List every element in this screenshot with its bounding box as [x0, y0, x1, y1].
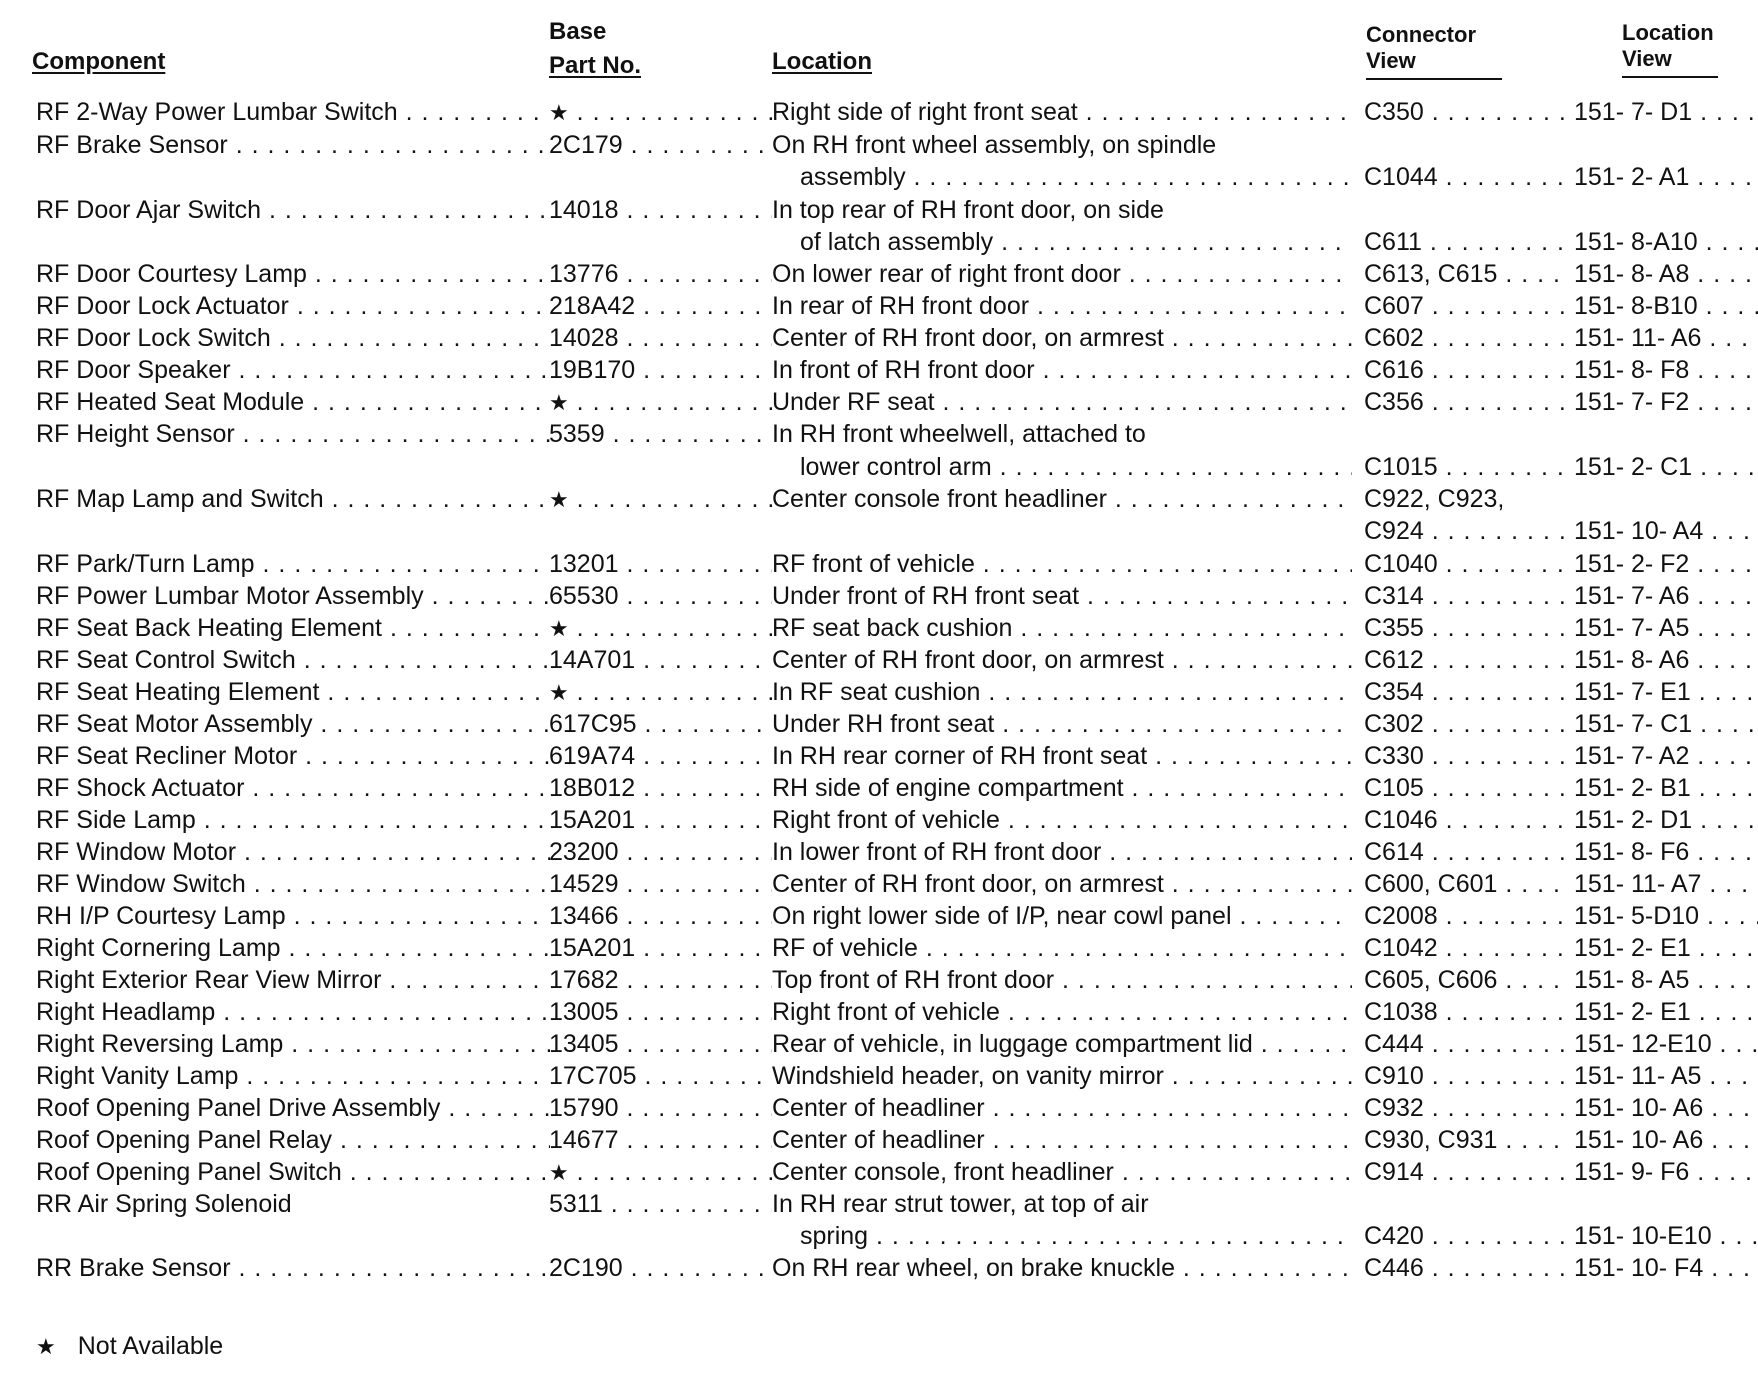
location-text: On RH rear wheel, on brake knuckle . . .	[772, 1252, 1352, 1284]
table-row	[0, 772, 1758, 806]
location-text: Top front of RH front door . . .	[772, 964, 1352, 996]
table-row	[0, 708, 1758, 742]
table-row-continuation	[0, 161, 1758, 195]
location-view: 151- 10- F4 . . .	[1574, 1252, 1758, 1284]
part-number: 2C190 . . .	[549, 1252, 772, 1284]
part-number: 14028 . . .	[549, 322, 772, 354]
location-view: 151- 7- C1 . . .	[1574, 708, 1758, 740]
table-row	[0, 836, 1758, 870]
location-view: 151- 10- A6 . . .	[1574, 1124, 1758, 1156]
location-view: 151- 7- F2 . . .	[1574, 386, 1758, 418]
connector-view: C2008 . . .	[1364, 900, 1570, 932]
table-row	[0, 612, 1758, 646]
component-name: RF Heated Seat Module . . .	[36, 386, 550, 418]
component-name: RF Height Sensor . . .	[36, 418, 550, 450]
connector-view: C330 . . .	[1364, 740, 1570, 772]
location-view: 151- 7- A2 . . .	[1574, 740, 1758, 772]
table-row	[0, 1124, 1758, 1158]
part-number: ★ . . .	[549, 483, 772, 516]
table-row	[0, 258, 1758, 292]
part-number: 15790 . . .	[549, 1092, 772, 1124]
table-row	[0, 418, 1758, 452]
location-text: Center console front headliner . . .	[772, 483, 1352, 515]
connector-view: C614 . . .	[1364, 836, 1570, 868]
connector-view: C922, C923,	[1364, 485, 1505, 513]
part-number: ★ . . .	[549, 386, 772, 419]
location-text: Right front of vehicle . . .	[772, 804, 1352, 836]
component-name: RF Seat Motor Assembly . . .	[36, 708, 550, 740]
connector-view: C910 . . .	[1364, 1060, 1570, 1092]
location-text: In RH front wheelwell, attached to	[772, 420, 1146, 448]
location-view: 151- 12-E10 . . .	[1574, 1028, 1758, 1060]
connector-view: C1040 . . .	[1364, 548, 1570, 580]
header-component: Component	[32, 48, 166, 75]
connector-view: C420 . . .	[1364, 1220, 1570, 1252]
location-view: 151- 2- F2 . . .	[1574, 548, 1758, 580]
table-row	[0, 676, 1758, 710]
table-row	[0, 580, 1758, 614]
star-icon: ★	[36, 1334, 56, 1359]
table-row	[0, 996, 1758, 1030]
table-row	[0, 1028, 1758, 1062]
table-row	[0, 290, 1758, 324]
connector-view: C1042 . . .	[1364, 932, 1570, 964]
part-number: 218A42 . . .	[549, 290, 772, 322]
header-connector-view: Connector View	[1366, 22, 1476, 73]
table-row	[0, 740, 1758, 774]
connector-view: C612 . . .	[1364, 644, 1570, 676]
component-name: RF Door Lock Switch . . .	[36, 322, 550, 354]
table-row	[0, 1156, 1758, 1190]
location-view: 151- 7- E1 . . .	[1574, 676, 1758, 708]
connector-view: C354 . . .	[1364, 676, 1570, 708]
component-name: Right Cornering Lamp . . .	[36, 932, 550, 964]
location-view: 151- 8-A10 . . .	[1574, 226, 1758, 258]
connector-view: C914 . . .	[1364, 1156, 1570, 1188]
location-view: 151- 9- F6 . . .	[1574, 1156, 1758, 1188]
part-number: ★ . . .	[549, 612, 772, 645]
connector-view: C1038 . . .	[1364, 996, 1570, 1028]
component-name: Right Headlamp . . .	[36, 996, 550, 1028]
footnote	[36, 1330, 223, 1363]
part-number: 617C95 . . .	[549, 708, 772, 740]
part-number: 14529 . . .	[549, 868, 772, 900]
location-text: RH side of engine compartment . . .	[772, 772, 1352, 804]
connector-view: C1015 . . .	[1364, 451, 1570, 483]
connector-view: C105 . . .	[1364, 772, 1570, 804]
part-number: 14A701 . . .	[549, 644, 772, 676]
component-name: RF Map Lamp and Switch . . .	[36, 483, 550, 515]
table-row-continuation	[0, 451, 1758, 485]
connector-view: C613, C615 . . .	[1364, 258, 1570, 290]
location-text-cont: lower control arm . . .	[800, 451, 1352, 483]
location-view: 151- 8- F6 . . .	[1574, 836, 1758, 868]
location-view: 151- 8- F8 . . .	[1574, 354, 1758, 386]
location-text: Under RF seat . . .	[772, 386, 1352, 418]
table-row	[0, 194, 1758, 228]
location-view: 151- 11- A6 . . .	[1574, 322, 1758, 354]
connector-view: C930, C931 . . .	[1364, 1124, 1570, 1156]
part-number: 15A201 . . .	[549, 932, 772, 964]
part-number: 14018 . . .	[549, 194, 772, 226]
part-number: 17C705 . . .	[549, 1060, 772, 1092]
location-view: 151- 10-E10 . . .	[1574, 1220, 1758, 1252]
connector-view: C314 . . .	[1364, 580, 1570, 612]
connector-view-rule	[1366, 78, 1502, 80]
part-number: 23200 . . .	[549, 836, 772, 868]
table-row	[0, 1092, 1758, 1126]
component-name: RF Window Motor . . .	[36, 836, 550, 868]
part-number: 2C179 . . .	[549, 129, 772, 161]
location-view: 151- 7- A6 . . .	[1574, 580, 1758, 612]
table-row	[0, 1252, 1758, 1286]
table-row	[0, 644, 1758, 678]
location-text: In RH rear corner of RH front seat . . .	[772, 740, 1352, 772]
location-text: RF of vehicle . . .	[772, 932, 1352, 964]
header-location-view: Location View	[1622, 20, 1714, 71]
location-text: Center of RH front door, on armrest . . .	[772, 868, 1352, 900]
component-name: RF Door Lock Actuator . . .	[36, 290, 550, 322]
location-text: Windshield header, on vanity mirror . . .	[772, 1060, 1352, 1092]
component-name: Roof Opening Panel Drive Assembly . . .	[36, 1092, 550, 1124]
location-view: 151- 5-D10 . . .	[1574, 900, 1758, 932]
table-row	[0, 483, 1758, 517]
component-name: RF Side Lamp . . .	[36, 804, 550, 836]
table-row	[0, 804, 1758, 838]
part-number: 15A201 . . .	[549, 804, 772, 836]
component-name: Right Reversing Lamp . . .	[36, 1028, 550, 1060]
header-location: Location	[772, 48, 872, 75]
part-number: 5359 . . .	[549, 418, 772, 450]
table-row	[0, 322, 1758, 356]
table-row	[0, 96, 1758, 130]
component-name: RF Seat Back Heating Element . . .	[36, 612, 550, 644]
component-name: RF Seat Control Switch . . .	[36, 644, 550, 676]
location-view: 151- 2- C1 . . .	[1574, 451, 1758, 483]
part-number: 13201 . . .	[549, 548, 772, 580]
component-name: RF Seat Heating Element . . .	[36, 676, 550, 708]
part-number: ★ . . .	[549, 1156, 772, 1189]
part-number: ★ . . .	[549, 676, 772, 709]
location-view: 151- 7- A5 . . .	[1574, 612, 1758, 644]
location-text-cont: of latch assembly . . .	[800, 226, 1352, 258]
connector-view: C1046 . . .	[1364, 804, 1570, 836]
table-row	[0, 386, 1758, 420]
connector-view: C350 . . .	[1364, 96, 1570, 128]
location-text: RF front of vehicle . . .	[772, 548, 1352, 580]
location-text: In rear of RH front door . . .	[772, 290, 1352, 322]
location-text: On right lower side of I/P, near cowl panel . . .	[772, 900, 1352, 932]
connector-view: C355 . . .	[1364, 612, 1570, 644]
part-number: 14677 . . .	[549, 1124, 772, 1156]
location-text: In RH rear strut tower, at top of air	[772, 1190, 1149, 1218]
location-view: 151- 8- A6 . . .	[1574, 644, 1758, 676]
table-row-continuation	[0, 226, 1758, 260]
location-view: 151- 10- A6 . . .	[1574, 1092, 1758, 1124]
connector-view: C602 . . .	[1364, 322, 1570, 354]
part-number: 18B012 . . .	[549, 772, 772, 804]
part-number: 5311 . . .	[549, 1188, 772, 1220]
part-number: 619A74 . . .	[549, 740, 772, 772]
connector-view: C932 . . .	[1364, 1092, 1570, 1124]
location-text: Rear of vehicle, in luggage compartment lid . . .	[772, 1028, 1352, 1060]
location-text: In front of RH front door . . .	[772, 354, 1352, 386]
location-text: Right front of vehicle . . .	[772, 996, 1352, 1028]
connector-view: C616 . . .	[1364, 354, 1570, 386]
header-base-part-no: Base Part No.	[549, 18, 642, 79]
location-view: 151- 2- D1 . . .	[1574, 804, 1758, 836]
location-text: Center of RH front door, on armrest . . .	[772, 644, 1352, 676]
location-view: 151- 11- A5 . . .	[1574, 1060, 1758, 1092]
part-number: 13005 . . .	[549, 996, 772, 1028]
location-view: 151- 2- A1 . . .	[1574, 161, 1758, 193]
location-view-rule	[1622, 76, 1718, 78]
location-text: RF seat back cushion . . .	[772, 612, 1352, 644]
part-number: 17682 . . .	[549, 964, 772, 996]
location-view: 151- 2- E1 . . .	[1574, 932, 1758, 964]
connector-view: C446 . . .	[1364, 1252, 1570, 1284]
component-name: RF Park/Turn Lamp . . .	[36, 548, 550, 580]
component-name: RF Brake Sensor . . .	[36, 129, 550, 161]
component-name: RF Shock Actuator . . .	[36, 772, 550, 804]
component-name: RF Door Speaker . . .	[36, 354, 550, 386]
component-name: RH I/P Courtesy Lamp . . .	[36, 900, 550, 932]
location-view: 151- 10- A4 . . .	[1574, 515, 1758, 547]
location-text: Under RH front seat . . .	[772, 708, 1352, 740]
location-text: In top rear of RH front door, on side	[772, 196, 1164, 224]
location-text-cont: spring . . .	[800, 1220, 1352, 1252]
table-row	[0, 900, 1758, 934]
component-name: RF Door Courtesy Lamp . . .	[36, 258, 550, 290]
component-name: RR Air Spring Solenoid	[36, 1190, 292, 1218]
location-view: 151- 2- B1 . . .	[1574, 772, 1758, 804]
component-name: RF Power Lumbar Motor Assembly . . .	[36, 580, 550, 612]
location-text: Under front of RH front seat . . .	[772, 580, 1352, 612]
table-row	[0, 1188, 1758, 1222]
component-name: RF 2-Way Power Lumbar Switch . . .	[36, 96, 550, 128]
location-view: 151- 11- A7 . . .	[1574, 868, 1758, 900]
table-row-continuation	[0, 515, 1758, 549]
component-name: RR Brake Sensor . . .	[36, 1252, 550, 1284]
table-row	[0, 964, 1758, 998]
component-name: RF Seat Recliner Motor . . .	[36, 740, 550, 772]
component-name: Roof Opening Panel Switch . . .	[36, 1156, 550, 1188]
table-row	[0, 868, 1758, 902]
location-view: 151- 8-B10 . . .	[1574, 290, 1758, 322]
location-view: 151- 7- D1 . . .	[1574, 96, 1758, 128]
connector-view: C356 . . .	[1364, 386, 1570, 418]
component-name: Roof Opening Panel Relay . . .	[36, 1124, 550, 1156]
location-text: In lower front of RH front door . . .	[772, 836, 1352, 868]
part-number: 13466 . . .	[549, 900, 772, 932]
location-text: Center console, front headliner . . .	[772, 1156, 1352, 1188]
part-number: 13405 . . .	[549, 1028, 772, 1060]
connector-view: C302 . . .	[1364, 708, 1570, 740]
connector-view: C607 . . .	[1364, 290, 1570, 322]
component-name: RF Door Ajar Switch . . .	[36, 194, 550, 226]
component-name: Right Vanity Lamp . . .	[36, 1060, 550, 1092]
part-number: 19B170 . . .	[549, 354, 772, 386]
location-view: 151- 2- E1 . . .	[1574, 996, 1758, 1028]
connector-view-cont: C924 . . .	[1364, 515, 1570, 547]
location-text: Right side of right front seat . . .	[772, 96, 1352, 128]
connector-view: C1044 . . .	[1364, 161, 1570, 193]
connector-view: C444 . . .	[1364, 1028, 1570, 1060]
location-text: Center of RH front door, on armrest . . .	[772, 322, 1352, 354]
table-row-continuation	[0, 1220, 1758, 1254]
footnote-text: Not Available	[77, 1332, 224, 1360]
location-text: In RF seat cushion . . .	[772, 676, 1352, 708]
part-number: 13776 . . .	[549, 258, 772, 290]
location-text-cont: assembly . . .	[800, 161, 1352, 193]
part-number: ★ . . .	[549, 96, 772, 129]
location-text: Center of headliner . . .	[772, 1124, 1352, 1156]
location-view: 151- 8- A8 . . .	[1574, 258, 1758, 290]
table-row	[0, 354, 1758, 388]
table-row	[0, 1060, 1758, 1094]
part-number: 65530 . . .	[549, 580, 772, 612]
table-row	[0, 548, 1758, 582]
connector-view: C600, C601 . . .	[1364, 868, 1570, 900]
table-row	[0, 129, 1758, 163]
location-text: Center of headliner . . .	[772, 1092, 1352, 1124]
table-row	[0, 932, 1758, 966]
location-view: 151- 8- A5 . . .	[1574, 964, 1758, 996]
location-text: On RH front wheel assembly, on spindle	[772, 131, 1217, 159]
component-name: RF Window Switch . . .	[36, 868, 550, 900]
connector-view: C605, C606 . . .	[1364, 964, 1570, 996]
location-text: On lower rear of right front door . . .	[772, 258, 1352, 290]
component-name: Right Exterior Rear View Mirror . . .	[36, 964, 550, 996]
connector-view: C611 . . .	[1364, 226, 1570, 258]
